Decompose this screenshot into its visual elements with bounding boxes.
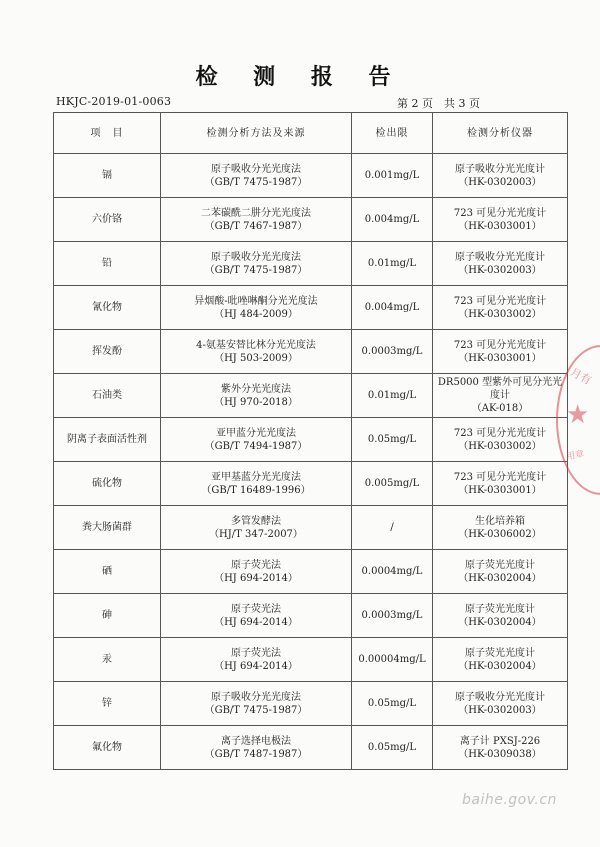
table-header-row <box>54 113 568 154</box>
header-limit: 检出限 <box>352 113 433 154</box>
instrument-name: 离子计 PXSJ-226 <box>459 735 541 747</box>
header-instrument: 检测分析仪器 <box>433 113 568 154</box>
cell-instrument <box>433 154 568 198</box>
cell-detection-limit: 0.00004mg/L <box>352 638 433 682</box>
cell-item: 粪大肠菌群 <box>54 506 161 550</box>
method-standard: （GB/T 7475-1987） <box>204 176 308 188</box>
cell-instrument <box>433 418 568 462</box>
cell-method <box>161 154 352 198</box>
method-name: 亚甲基蓝分光光度法 <box>211 471 301 483</box>
table-row <box>54 462 568 506</box>
instrument-name: 原子吸收分光光度计 <box>455 691 545 703</box>
cell-method <box>161 330 352 374</box>
method-name: 原子吸收分光光度法 <box>211 251 301 263</box>
instrument-id: （HK-0303001） <box>458 484 542 496</box>
method-standard: （GB/T 7494-1987） <box>204 440 308 452</box>
method-standard: （HJ 970-2018） <box>214 396 298 408</box>
method-standard: （GB/T 7467-1987） <box>204 220 308 232</box>
header-method: 检测分析方法及来源 <box>161 113 352 154</box>
cell-detection-limit: 0.01mg/L <box>352 374 433 418</box>
method-standard: （HJ 503-2009） <box>214 352 298 364</box>
cell-instrument <box>433 462 568 506</box>
instrument-id: （HK-0302003） <box>458 264 542 276</box>
method-standard: （HJ 694-2014） <box>214 572 298 584</box>
instrument-id: （HK-0303001） <box>458 352 542 364</box>
cell-method <box>161 286 352 330</box>
instrument-name: 723 可见分光光度计 <box>453 295 547 307</box>
cell-detection-limit: 0.004mg/L <box>352 198 433 242</box>
instrument-id: （HK-0302003） <box>458 704 542 716</box>
cell-method <box>161 594 352 638</box>
test-methods-table <box>53 112 568 770</box>
table-row <box>54 286 568 330</box>
cell-item: 阴离子表面活性剂 <box>54 418 161 462</box>
cell-detection-limit: 0.01mg/L <box>352 242 433 286</box>
instrument-name: 原子吸收分光光度计 <box>455 163 545 175</box>
method-standard: （GB/T 16489-1996） <box>201 484 311 496</box>
cell-detection-limit: 0.0003mg/L <box>352 594 433 638</box>
instrument-id: （HK-0306002） <box>458 528 542 540</box>
method-name: 亚甲蓝分光光度法 <box>216 427 296 439</box>
cell-instrument <box>433 374 568 418</box>
instrument-name: 原子吸收分光光度计 <box>455 251 545 263</box>
cell-method <box>161 198 352 242</box>
instrument-id: （HK-0302004） <box>458 616 542 628</box>
method-standard: （GB/T 7475-1987） <box>204 264 308 276</box>
table-row <box>54 638 568 682</box>
cell-item: 硫化物 <box>54 462 161 506</box>
seal-text-fragment-lower: 用章 <box>565 449 586 463</box>
method-name: 离子选择电极法 <box>221 735 291 747</box>
method-name: 原子荧光法 <box>231 647 281 659</box>
header-item: 项 目 <box>54 113 161 154</box>
cell-instrument <box>433 286 568 330</box>
method-name: 二苯碳酰二肼分光光度法 <box>201 207 311 219</box>
instrument-id: （HK-0303002） <box>458 308 542 320</box>
seal-star-icon: ★ <box>566 400 590 430</box>
table-row <box>54 506 568 550</box>
cell-method <box>161 462 352 506</box>
cell-detection-limit: / <box>352 506 433 550</box>
cell-detection-limit: 0.0003mg/L <box>352 330 433 374</box>
method-name: 原子荧光法 <box>231 559 281 571</box>
instrument-id: （HK-0309038） <box>458 748 542 760</box>
cell-instrument <box>433 550 568 594</box>
cell-item: 氰化物 <box>54 286 161 330</box>
report-title: 检 测 报 告 <box>195 64 405 90</box>
instrument-id: （HK-0302004） <box>458 572 542 584</box>
cell-method <box>161 550 352 594</box>
cell-item: 氟化物 <box>54 726 161 770</box>
cell-instrument <box>433 242 568 286</box>
cell-item: 硒 <box>54 550 161 594</box>
table-row <box>54 682 568 726</box>
instrument-name: 723 可见分光光度计 <box>453 207 547 219</box>
cell-detection-limit: 0.05mg/L <box>352 726 433 770</box>
report-number: HKJC-2019-01-0063 <box>56 95 172 108</box>
cell-method <box>161 638 352 682</box>
cell-instrument <box>433 594 568 638</box>
instrument-id: （AK-018） <box>471 403 529 414</box>
instrument-id: （HK-0302003） <box>458 176 542 188</box>
instrument-name: 723 可见分光光度计 <box>453 339 547 351</box>
cell-item: 铅 <box>54 242 161 286</box>
instrument-name: 原子荧光光度计 <box>465 603 535 615</box>
cell-item: 汞 <box>54 638 161 682</box>
instrument-id: （HK-0302004） <box>458 660 542 672</box>
table-row <box>54 726 568 770</box>
cell-instrument <box>433 506 568 550</box>
cell-instrument <box>433 638 568 682</box>
page-indicator: 第 2 页 共 3 页 <box>397 97 480 110</box>
instrument-name: 原子荧光光度计 <box>465 559 535 571</box>
cell-item: 挥发酚 <box>54 330 161 374</box>
instrument-name: 生化培养箱 <box>475 515 525 527</box>
instrument-name: DR5000 型紫外可见分光光度计 <box>437 377 563 401</box>
method-name: 原子吸收分光光度法 <box>211 163 301 175</box>
cell-detection-limit: 0.005mg/L <box>352 462 433 506</box>
cell-detection-limit: 0.004mg/L <box>352 286 433 330</box>
cell-instrument <box>433 198 568 242</box>
cell-method <box>161 418 352 462</box>
seal-text-fragment: 月有 <box>568 365 594 388</box>
cell-method <box>161 506 352 550</box>
method-standard: （GB/T 7487-1987） <box>204 748 308 760</box>
cell-item: 砷 <box>54 594 161 638</box>
method-name: 多管发酵法 <box>231 515 281 527</box>
table-body <box>54 154 568 770</box>
method-standard: （HJ 484-2009） <box>214 308 298 320</box>
cell-item: 镉 <box>54 154 161 198</box>
method-name: 4-氨基安替比林分光光度法 <box>196 339 316 351</box>
cell-item: 六价铬 <box>54 198 161 242</box>
table-row <box>54 594 568 638</box>
cell-method <box>161 682 352 726</box>
method-name: 原子荧光法 <box>231 603 281 615</box>
cell-instrument <box>433 726 568 770</box>
cell-detection-limit: 0.001mg/L <box>352 154 433 198</box>
method-name: 异烟酸-吡唑啉酮分光光度法 <box>194 295 318 307</box>
table-row <box>54 374 568 418</box>
cell-method <box>161 726 352 770</box>
table-row <box>54 154 568 198</box>
method-standard: （HJ/T 347-2007） <box>209 528 303 540</box>
cell-method <box>161 242 352 286</box>
method-name: 原子吸收分光光度法 <box>211 691 301 703</box>
cell-method <box>161 374 352 418</box>
method-standard: （HJ 694-2014） <box>214 616 298 628</box>
cell-instrument <box>433 682 568 726</box>
cell-item: 石油类 <box>54 374 161 418</box>
cell-detection-limit: 0.0004mg/L <box>352 550 433 594</box>
instrument-name: 723 可见分光光度计 <box>453 471 547 483</box>
cell-instrument <box>433 330 568 374</box>
instrument-id: （HK-0303002） <box>458 440 542 452</box>
instrument-name: 原子荧光光度计 <box>465 647 535 659</box>
cell-detection-limit: 0.05mg/L <box>352 682 433 726</box>
site-watermark: baihe.gov.cn <box>462 792 557 808</box>
method-standard: （HJ 694-2014） <box>214 660 298 672</box>
table-row <box>54 330 568 374</box>
instrument-name: 723 可见分光光度计 <box>453 427 547 439</box>
cell-detection-limit: 0.05mg/L <box>352 418 433 462</box>
cell-item: 锌 <box>54 682 161 726</box>
method-standard: （GB/T 7475-1987） <box>204 704 308 716</box>
method-name: 紫外分光光度法 <box>221 383 291 395</box>
table-row <box>54 198 568 242</box>
table-row <box>54 242 568 286</box>
table-row <box>54 418 568 462</box>
table-row <box>54 550 568 594</box>
instrument-id: （HK-0303001） <box>458 220 542 232</box>
